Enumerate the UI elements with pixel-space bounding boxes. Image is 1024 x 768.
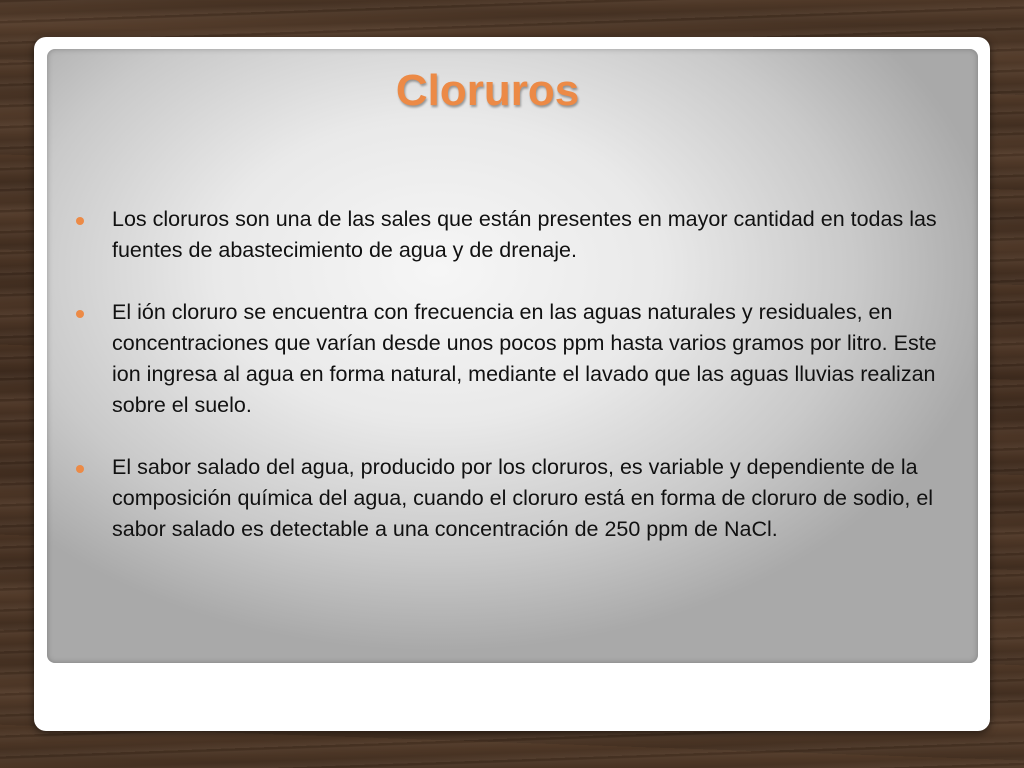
bullet-text: El ión cloruro se encuentra con frecuencia en las aguas naturales y residuales, en concentraciones que varían desde unos pocos ppm hasta varios gramos por litro. Este ion ingresa al agua en forma natural, mediante el lavado que las aguas lluvias realizan sobre el suelo. bbox=[112, 300, 937, 417]
bullet-item bbox=[99, 452, 959, 545]
bullet-text: El sabor salado del agua, producido por los cloruros, es variable y dependiente de la composición química del agua, cuando el cloruro está en forma de cloruro de sodio, el sabor salado es detectable a una concentración de 250 ppm de NaCl. bbox=[112, 455, 934, 541]
bullet-text: Los cloruros son una de las sales que están presentes en mayor cantidad en todas las fuentes de abastecimiento de agua y de drenaje. bbox=[112, 207, 937, 262]
bullet-dot-icon bbox=[76, 217, 84, 225]
bullet-dot-icon bbox=[76, 465, 84, 473]
slide-frame bbox=[34, 37, 990, 731]
bullet-list bbox=[99, 204, 959, 576]
bullet-item bbox=[99, 297, 959, 421]
slide-title: Cloruros bbox=[395, 66, 580, 115]
bullet-item bbox=[99, 204, 959, 266]
bullet-dot-icon bbox=[76, 310, 84, 318]
slide-content-panel bbox=[47, 49, 978, 663]
